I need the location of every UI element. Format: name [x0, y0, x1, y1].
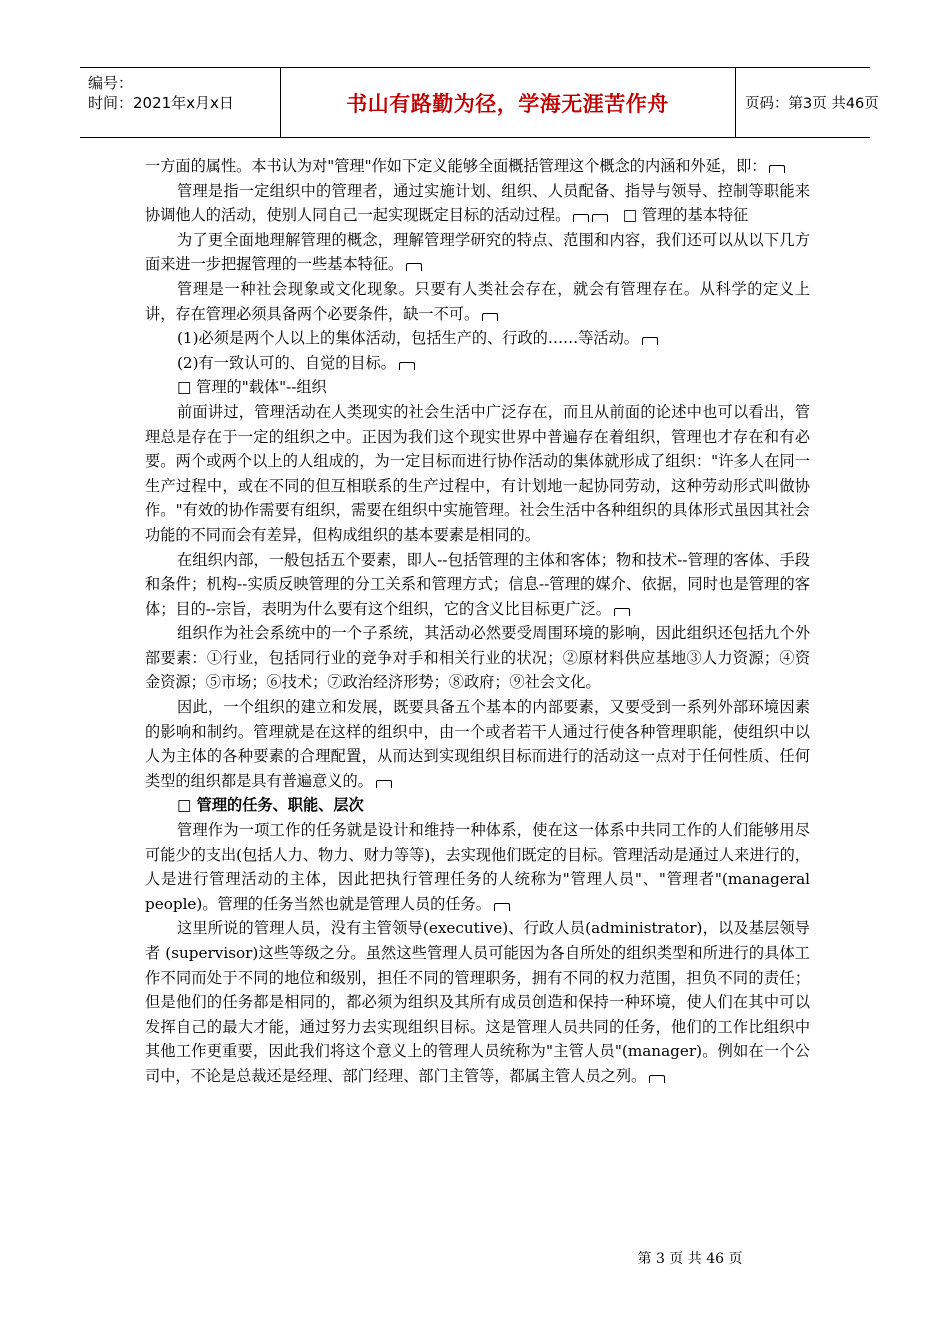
paragraph-mark-icon	[649, 1075, 665, 1083]
page-indicator: 第 3 页 共 46 页	[637, 1251, 743, 1267]
motto-text: 书山有路勤为径，学海无涯苦作舟	[346, 91, 669, 116]
paragraph: 管理是指一定组织中的管理者，通过实施计划、组织、人员配备、指导与领导、控制等职能来协调他人的活动，使别人同自己一起实现既定目标的活动过程。 □ 管理的基本特征	[145, 181, 810, 225]
header-motto-cell	[280, 68, 736, 137]
page-header	[80, 67, 879, 138]
paragraph-mark-icon	[406, 263, 422, 271]
paragraph: 一方面的属性。本书认为对"管理"作如下定义能够全面概括管理这个概念的内涵和外延，即：	[145, 154, 810, 179]
paragraph-mark-icon	[592, 214, 608, 222]
section-heading: □ 管理的任务、职能、层次	[177, 796, 364, 815]
paragraph: 管理是一种社会现象或文化现象。只要有人类社会存在，就会有管理存在。从科学的定义上讲，存在管理必须具备两个必要条件，缺一不可。	[145, 279, 810, 323]
paragraph: 组织作为社会系统中的一个子系统，其活动必然要受周围环境的影响，因此组织还包括九个外部要素：①行业，包括同行业的竞争对手和相关行业的状况；②原材料供应基地③人力资源；④资金资源；⑤市场；⑥技术；⑦政治经济形势；⑧政府；⑨社会文化。	[145, 624, 810, 692]
paragraph-mark-icon	[482, 313, 498, 321]
list-item: (1)必须是两个人以上的集体活动，包括生产的、行政的……等活动。	[145, 326, 810, 351]
page-footer	[0, 1248, 950, 1268]
paragraph-mark-icon	[399, 362, 415, 370]
page-code: 页码：第3页 共46页	[745, 96, 879, 112]
paragraph-mark-icon	[494, 903, 510, 911]
paragraph: 为了更全面地理解管理的概念，理解管理学研究的特点、范围和内容，我们还可以从以下几方面来进一步把握管理的一些基本特征。	[145, 230, 810, 274]
paragraph: 管理作为一项工作的任务就是设计和维持一种体系，使在这一体系中共同工作的人们能够用尽可能少的支出(包括人力、物力、财力等等)，去实现他们既定的目标。管理活动是通过人来进行的，人是进行管理活动的主体，因此把执行管理任务的人统称为"管理人员"、"管理者"(manageral people)。管理的任务当然也就是管理人员的任务。	[145, 821, 810, 913]
section-heading: □ 管理的"载体"--组织	[177, 378, 327, 397]
paragraph-mark-icon	[614, 608, 630, 616]
paragraph: 在组织内部，一般包括五个要素，即人--包括管理的主体和客体；物和技术--管理的客体、手段和条件；机构--实质反映管理的分工关系和管理方式；信息--管理的媒介、依据，同时也是管理的客体；目的--宗旨，表明为什么要有这个组织，它的含义比目标更广泛。	[145, 550, 810, 618]
paragraph-mark-icon	[376, 780, 392, 788]
list-item: (2)有一致认可的、自觉的目标。	[145, 351, 810, 376]
paragraph-mark-icon	[573, 214, 589, 222]
header-meta-cell	[80, 68, 281, 137]
paragraph: 这里所说的管理人员，没有主管领导(executive)、行政人员(administrator)，以及基层领导者 (supervisor)这些等级之分。虽然这些管理人员可能因为各自所处的组织类型和所进行的具体工作不同而处于不同的地位和级别，担任不同的管理职务，拥有不同的权力范围，担负不同的责任；但是他们的任务都是相同的，都必须为组织及其所有成员创造和保持一种环境，使人们在其中可以发挥自己的最大才能，通过努力去实现组织目标。这是管理人员共同的任务，他们的工作比组织中其他工作更重要，因此我们将这个意义上的管理人员统称为"主管人员"(manager)。例如在一个公司中，不论是总裁还是经理、部门经理、部门主管等，都属主管人员之列。	[145, 919, 810, 1085]
header-page-cell	[735, 68, 879, 137]
paragraph: 因此，一个组织的建立和发展，既要具备五个基本的内部要素，又要受到一系列外部环境因素的影响和制约。管理就是在这样的组织中，由一个或者若干人通过行使各种管理职能，使组织中以人为主体的各种要素的合理配置，从而达到实现组织目标而进行的活动这一点对于任何性质、任何类型的组织都是具有普遍意义的。	[145, 698, 810, 790]
doc-number-label: 编号：	[88, 74, 134, 92]
paragraph-mark-icon	[769, 165, 785, 173]
paragraph: 前面讲过，管理活动在人类现实的社会生活中广泛存在，而且从前面的论述中也可以看出，管理总是存在于一定的组织之中。正因为我们这个现实世界中普遍存在着组织，管理也才存在和有必要。两个或两个以上的人组成的，为一定目标而进行协作活动的集体就形成了组织："许多人在同一生产过程中，或在不同的但互相联系的生产过程中，有计划地一起协同劳动，这种劳动形式叫做协作。"有效的协作需要有组织，需要在组织中实施管理。社会生活中各种组织的具体形式虽因其社会功能的不同而会有差异，但构成组织的基本要素是相同的。	[145, 402, 810, 544]
paragraph-mark-icon	[642, 337, 658, 345]
date-line: 时间：2021年x月x日	[88, 94, 234, 112]
document-body	[145, 154, 810, 1089]
section-heading: □ 管理的基本特征	[622, 206, 749, 225]
